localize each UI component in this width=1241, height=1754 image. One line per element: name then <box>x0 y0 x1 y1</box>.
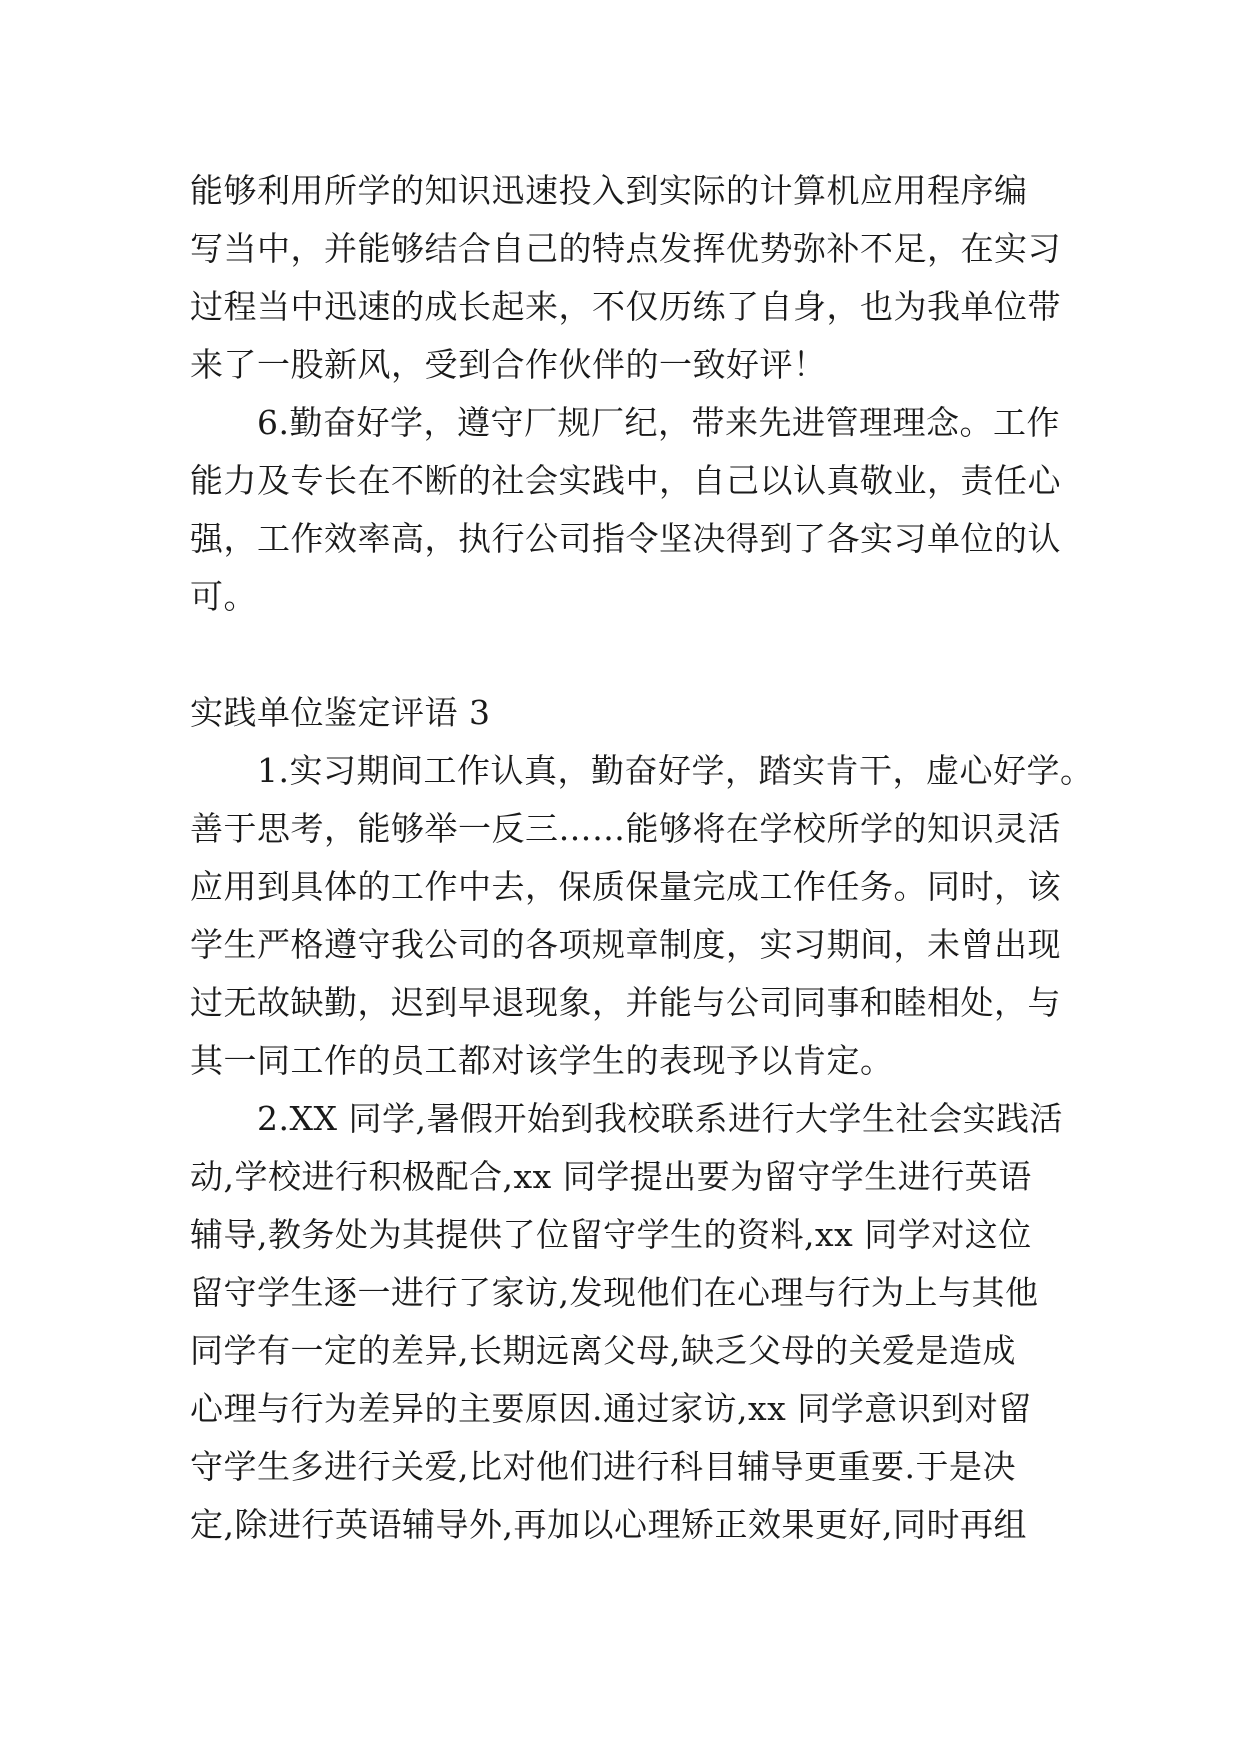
text-line: 能力及专长在不断的社会实践中，自己以认真敬业，责任心 <box>190 461 1061 500</box>
paragraph-item-1 <box>190 742 1094 1090</box>
section-heading: 实践单位鉴定评语 3 <box>190 693 491 732</box>
paragraph-item-2 <box>190 1090 1063 1554</box>
text-line: 1.实习期间工作认真，勤奋好学，踏实肯干，虚心好学。 <box>257 751 1094 790</box>
text-line: 辅导,教务处为其提供了位留守学生的资料,xx 同学对这位 <box>190 1215 1032 1254</box>
text-line: 留守学生逐一进行了家访,发现他们在心理与行为上与其他 <box>190 1273 1039 1312</box>
text-line: 过程当中迅速的成长起来，不仅历练了自身，也为我单位带 <box>190 287 1061 326</box>
text-line: 2.XX 同学,暑假开始到我校联系进行大学生社会实践活 <box>257 1099 1063 1138</box>
text-line: 来了一股新风，受到合作伙伴的一致好评！ <box>190 345 827 384</box>
text-line: 可。 <box>190 577 257 616</box>
text-line: 心理与行为差异的主要原因.通过家访,xx 同学意识到对留 <box>190 1389 1032 1428</box>
text-line: 强，工作效率高，执行公司指令坚决得到了各实习单位的认 <box>190 519 1061 558</box>
text-line: 动,学校进行积极配合,xx 同学提出要为留守学生进行英语 <box>190 1157 1032 1196</box>
paragraph-continued <box>190 162 1061 394</box>
text-line: 同学有一定的差异,长期远离父母,缺乏父母的关爱是造成 <box>190 1331 1016 1370</box>
text-line: 应用到具体的工作中去，保质保量完成工作任务。同时，该 <box>190 867 1061 906</box>
paragraph-item-6 <box>190 394 1061 626</box>
text-line: 定,除进行英语辅导外,再加以心理矫正效果更好,同时再组 <box>190 1505 1027 1544</box>
text-line: 守学生多进行关爱,比对他们进行科目辅导更重要.于是决 <box>190 1447 1016 1486</box>
document-body <box>190 162 1094 1554</box>
text-line: 其一同工作的员工都对该学生的表现予以肯定。 <box>190 1041 894 1080</box>
text-line: 能够利用所学的知识迅速投入到实际的计算机应用程序编 <box>190 171 1028 210</box>
text-line: 学生严格遵守我公司的各项规章制度，实习期间，未曾出现 <box>190 925 1061 964</box>
text-line: 善于思考，能够举一反三……能够将在学校所学的知识灵活 <box>190 809 1061 848</box>
text-line: 写当中，并能够结合自己的特点发挥优势弥补不足，在实习 <box>190 229 1061 268</box>
text-line: 6.勤奋好学，遵守厂规厂纪，带来先进管理理念。工作 <box>257 403 1060 442</box>
text-line: 过无故缺勤，迟到早退现象，并能与公司同事和睦相处，与 <box>190 983 1061 1022</box>
